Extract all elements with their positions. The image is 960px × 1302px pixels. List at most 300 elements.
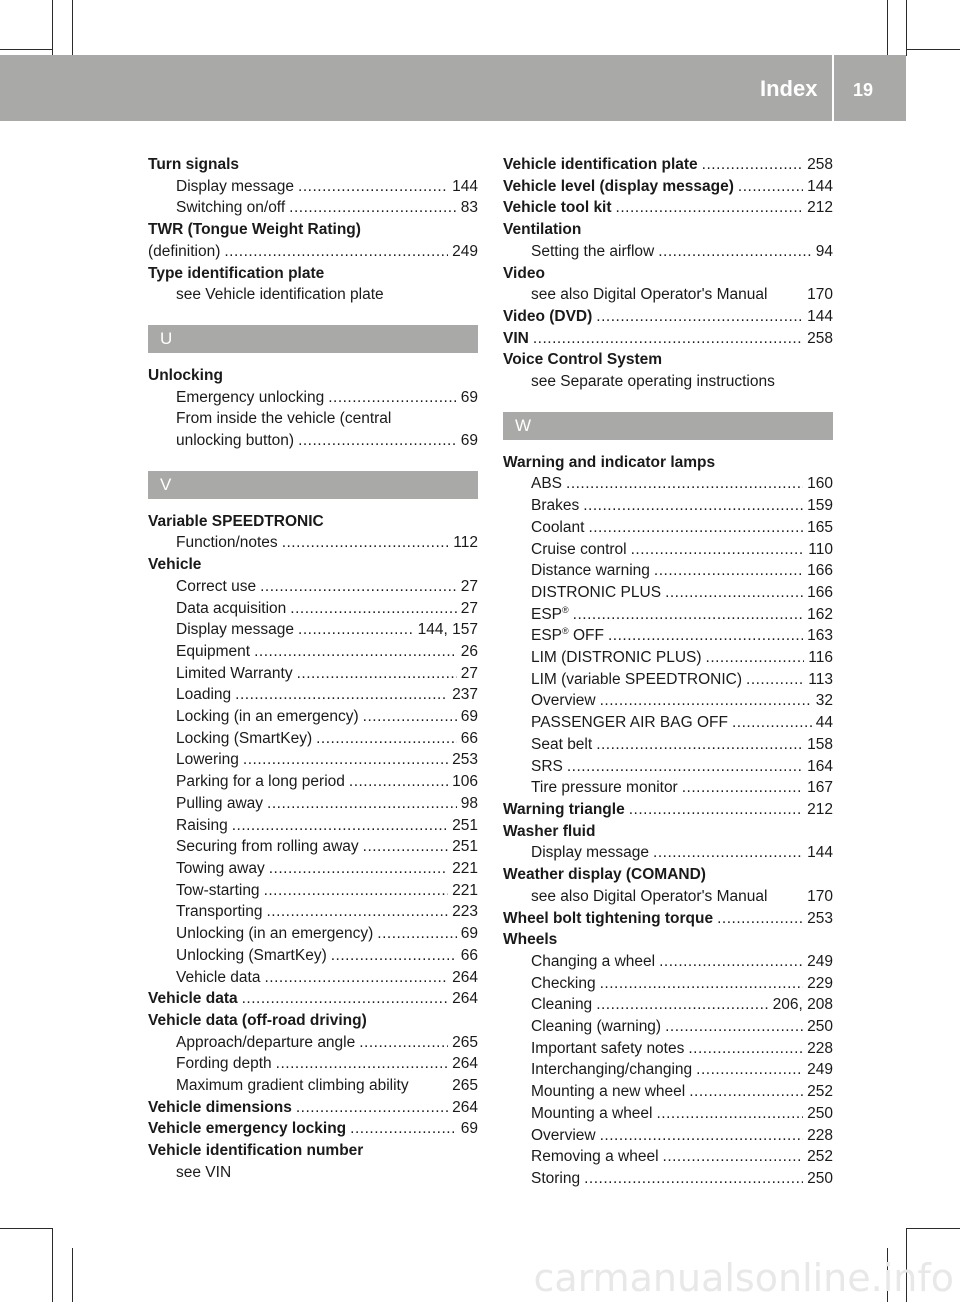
- page-ref: 228: [807, 1039, 833, 1057]
- index-subentry: [148, 1075, 478, 1097]
- page-ref: 206, 208: [772, 996, 833, 1014]
- dot-leader: [654, 560, 803, 582]
- index-subentry: [503, 777, 833, 799]
- page-ref: 110: [808, 540, 833, 558]
- page-ref: 170: [807, 286, 833, 304]
- page-ref: 229: [807, 974, 833, 992]
- dot-leader: [377, 923, 456, 945]
- dot-leader: [328, 387, 457, 409]
- entry-label: Setting the airflow: [531, 242, 655, 260]
- entry-label: Display message: [531, 844, 650, 862]
- entry-label: Transporting: [176, 903, 263, 921]
- page-ref: 252: [807, 1083, 833, 1101]
- dot-leader: [746, 669, 804, 691]
- dot-leader: [689, 1081, 803, 1103]
- entry-label: Vehicle data: [148, 990, 238, 1008]
- page-ref: 249: [807, 1061, 833, 1079]
- index-subentry: [148, 836, 478, 858]
- index-heading: Wheels: [503, 931, 558, 949]
- dot-leader: [629, 799, 803, 821]
- dot-leader: [688, 1038, 803, 1060]
- dot-leader: [596, 994, 768, 1016]
- dot-leader: [567, 756, 803, 778]
- page-ref: 69: [460, 708, 478, 726]
- index-subentry: [148, 967, 478, 989]
- dot-leader: [696, 1059, 803, 1081]
- index-entry: [503, 154, 833, 176]
- dot-leader: [298, 430, 457, 452]
- entry-label: ESP® OFF: [531, 626, 604, 645]
- page-ref: 159: [807, 497, 833, 515]
- page-ref: 265: [452, 1077, 478, 1095]
- entry-label: Raising: [176, 816, 228, 834]
- page-ref: 162: [807, 605, 833, 623]
- entry-label: Distance warning: [531, 562, 650, 580]
- entry-label: Vehicle level (display message): [503, 177, 734, 195]
- page-ref: 250: [807, 1169, 833, 1187]
- page-ref: 265: [452, 1033, 478, 1051]
- entry-label: Cleaning: [531, 996, 593, 1014]
- dot-leader: [349, 771, 448, 793]
- page-ref: 167: [807, 779, 833, 797]
- index-subentry: [148, 1053, 478, 1075]
- dot-leader: [665, 1016, 803, 1038]
- page-ref: 251: [452, 816, 478, 834]
- index-subentry: [503, 1103, 833, 1125]
- entry-label: Approach/departure angle: [176, 1033, 356, 1051]
- index-heading: Warning and indicator lamps: [503, 453, 716, 471]
- entry-label: Mounting a new wheel: [531, 1083, 686, 1101]
- dot-leader: [298, 176, 448, 198]
- entry-label: Lowering: [176, 751, 239, 769]
- dot-leader: [682, 777, 803, 799]
- page-ref: 144: [807, 307, 833, 325]
- entry-label: Seat belt: [531, 735, 593, 753]
- entry-label: PASSENGER AIR BAG OFF: [531, 714, 728, 732]
- dot-leader: [596, 306, 803, 328]
- index-subentry: [148, 663, 478, 685]
- dot-leader: [363, 706, 457, 728]
- index-entry: [148, 1097, 478, 1119]
- page-ref: 264: [452, 1055, 478, 1073]
- index-subentry: [503, 1125, 833, 1147]
- dot-leader: [663, 1146, 804, 1168]
- page-ref: 94: [815, 242, 833, 260]
- dot-leader: [631, 539, 805, 561]
- index-heading: Voice Control System: [503, 351, 663, 369]
- page-ref: 44: [815, 714, 833, 732]
- entry-label: see also Digital Operator's Manual: [531, 887, 768, 905]
- index-subentry: From inside the vehicle (central: [176, 410, 392, 428]
- entry-label: Emergency unlocking: [176, 388, 325, 406]
- index-subentry: [148, 815, 478, 837]
- entry-label: Securing from rolling away: [176, 838, 359, 856]
- dot-leader: [584, 1168, 803, 1190]
- dot-leader: [533, 328, 803, 350]
- index-subentry: [503, 647, 833, 669]
- entry-label: unlocking button): [176, 432, 295, 450]
- index-subentry: [148, 901, 478, 923]
- page-ref: 223: [452, 903, 478, 921]
- page-ref: 27: [460, 664, 478, 682]
- entry-label: (definition): [148, 242, 221, 260]
- entry-label: Locking (SmartKey): [176, 729, 313, 747]
- page-ref: 166: [807, 562, 833, 580]
- crop-mark: [0, 49, 52, 50]
- index-heading: Washer fluid: [503, 822, 596, 840]
- index-subentry: [503, 994, 833, 1016]
- index-subentry: [148, 771, 478, 793]
- page-ref: 113: [808, 670, 833, 688]
- page-ref: 170: [807, 887, 833, 905]
- index-entry: [148, 988, 478, 1010]
- index-subentry: [503, 734, 833, 756]
- entry-label: Pulling away: [176, 794, 264, 812]
- entry-label: Towing away: [176, 859, 265, 877]
- entry-label: Coolant: [531, 518, 585, 536]
- dot-leader: [264, 880, 449, 902]
- index-heading: Vehicle identification number: [148, 1142, 364, 1160]
- index-subentry: [503, 1016, 833, 1038]
- dot-leader: [600, 690, 812, 712]
- index-subentry: [503, 539, 833, 561]
- index-subentry: see Vehicle identification plate: [176, 286, 384, 304]
- index-subentry: [148, 945, 478, 967]
- index-column-right: [503, 154, 833, 1190]
- entry-label: Storing: [531, 1169, 581, 1187]
- index-heading: Turn signals: [148, 156, 240, 173]
- index-entry: [503, 197, 833, 219]
- entry-label: Vehicle dimensions: [148, 1098, 292, 1116]
- index-subentry: [148, 880, 478, 902]
- index-heading: Video: [503, 264, 545, 282]
- crop-mark: [72, 0, 73, 56]
- watermark: carmanualsonline.info: [533, 1256, 954, 1300]
- dot-leader: [276, 1053, 448, 1075]
- page-ref: 69: [460, 925, 478, 943]
- index-subentry: [148, 706, 478, 728]
- section-header: W: [503, 412, 833, 440]
- entry-label: Vehicle data: [176, 968, 261, 986]
- page-ref: 32: [815, 692, 833, 710]
- dot-leader: [254, 641, 457, 663]
- page-number: 19: [853, 80, 874, 100]
- index-entry: [148, 241, 478, 263]
- dot-leader: [282, 532, 450, 554]
- dot-leader: [359, 1032, 448, 1054]
- index-heading: Weather display (COMAND): [503, 866, 706, 884]
- index-subentry: [148, 749, 478, 771]
- page-ref: 165: [807, 518, 833, 536]
- index-subentry: [148, 598, 478, 620]
- crop-mark: [887, 0, 888, 56]
- entry-label: Fording depth: [176, 1055, 272, 1073]
- page-ref: 221: [452, 859, 478, 877]
- page-ref: 250: [807, 1018, 833, 1036]
- dot-leader: [658, 241, 812, 263]
- entry-label: Locking (in an emergency): [176, 708, 359, 726]
- dot-leader: [600, 1125, 804, 1147]
- index-subentry: [503, 1168, 833, 1190]
- index-subentry: [503, 842, 833, 864]
- index-heading: Vehicle: [148, 556, 202, 574]
- entry-label: Tire pressure monitor: [531, 779, 678, 797]
- registered-mark: ®: [562, 626, 569, 637]
- index-subentry: see Separate operating instructions: [531, 373, 775, 391]
- page-ref: 264: [452, 968, 478, 986]
- entry-label: DISTRONIC PLUS: [531, 583, 662, 601]
- dot-leader: [298, 619, 414, 641]
- index-subentry: [503, 712, 833, 734]
- dot-leader: [350, 1118, 457, 1140]
- index-subentry: [503, 560, 833, 582]
- page-ref: 249: [807, 952, 833, 970]
- index-entry: [503, 328, 833, 350]
- index-subentry: [148, 793, 478, 815]
- entry-label: Display message: [176, 177, 295, 195]
- entry-label: see also Digital Operator's Manual: [531, 286, 768, 304]
- index-subentry: [503, 886, 833, 908]
- dot-leader: [224, 241, 448, 263]
- dot-leader: [665, 582, 803, 604]
- page-ref: 27: [460, 577, 478, 595]
- dot-leader: [296, 1097, 448, 1119]
- entry-label: Unlocking (in an emergency): [176, 925, 374, 943]
- page-ref: 83: [460, 199, 478, 217]
- page-ref: 249: [452, 242, 478, 260]
- entry-label: Cleaning (warning): [531, 1018, 662, 1036]
- page-ref: 144: [807, 177, 833, 195]
- index-subentry: [148, 858, 478, 880]
- entry-label: Parking for a long period: [176, 773, 345, 791]
- entry-label: Wheel bolt tightening torque: [503, 909, 714, 927]
- index-entry: [503, 908, 833, 930]
- page-ref: 163: [807, 627, 833, 645]
- dot-leader: [573, 604, 803, 626]
- entry-label: LIM (variable SPEEDTRONIC): [531, 670, 743, 688]
- index-subentry: [148, 197, 478, 219]
- index-heading: Vehicle data (off-road driving): [148, 1011, 367, 1029]
- index-subentry: [503, 951, 833, 973]
- registered-mark: ®: [562, 604, 569, 615]
- dot-leader: [269, 858, 448, 880]
- page-ref: 26: [460, 642, 478, 660]
- index-subentry: [503, 604, 833, 626]
- page-ref: 237: [452, 686, 478, 704]
- page-ref: 250: [807, 1104, 833, 1122]
- index-subentry: [503, 1038, 833, 1060]
- page-ref: 212: [807, 800, 833, 818]
- index-subentry: [503, 1059, 833, 1081]
- entry-label: SRS: [531, 757, 563, 775]
- dot-leader: [260, 576, 457, 598]
- crop-mark: [906, 49, 960, 50]
- index-entry: [503, 176, 833, 198]
- page-ref: 264: [452, 1098, 478, 1116]
- index-heading: Variable SPEEDTRONIC: [148, 512, 324, 530]
- dot-leader: [717, 908, 803, 930]
- section-header: V: [148, 471, 478, 499]
- dot-leader: [331, 945, 457, 967]
- crop-mark: [52, 0, 53, 56]
- index-subentry: [503, 241, 833, 263]
- index-subentry: [503, 669, 833, 691]
- entry-label: ESP®: [531, 604, 569, 623]
- dot-leader: [566, 473, 803, 495]
- entry-label: Mounting a wheel: [531, 1104, 653, 1122]
- index-subentry: [148, 728, 478, 750]
- page-ref: 69: [460, 1120, 478, 1138]
- page-ref: 106: [452, 773, 478, 791]
- dot-leader: [583, 495, 803, 517]
- entry-label: Removing a wheel: [531, 1148, 659, 1166]
- page-ref: 66: [460, 946, 478, 964]
- index-subentry: [148, 387, 478, 409]
- page-ref: 258: [807, 156, 833, 173]
- page-ref: 258: [807, 329, 833, 347]
- page-ref: 112: [453, 534, 478, 552]
- page-ref: 221: [452, 881, 478, 899]
- page-ref: 27: [460, 599, 478, 617]
- index-heading: Ventilation: [503, 221, 582, 239]
- dot-leader: [242, 988, 449, 1010]
- index-heading: Type identification plate: [148, 264, 325, 282]
- page-ref: 69: [460, 432, 478, 450]
- page-ref: 66: [460, 729, 478, 747]
- entry-label: VIN: [503, 329, 529, 347]
- index-subentry: [148, 576, 478, 598]
- dot-leader: [732, 712, 812, 734]
- page-ref: 158: [807, 735, 833, 753]
- dot-leader: [596, 734, 803, 756]
- index-heading: TWR (Tongue Weight Rating): [148, 221, 361, 239]
- page-title: Index: [760, 76, 818, 101]
- dot-leader: [657, 1103, 804, 1125]
- index-subentry: [503, 1146, 833, 1168]
- dot-leader: [243, 749, 448, 771]
- dot-leader: [608, 625, 803, 647]
- entry-label: Important safety notes: [531, 1039, 685, 1057]
- entry-label: Tow-starting: [176, 881, 260, 899]
- index-subentry: [148, 619, 478, 641]
- page-ref: 264: [452, 990, 478, 1008]
- index-subentry: [503, 284, 833, 306]
- dot-leader: [316, 728, 457, 750]
- dot-leader: [600, 973, 804, 995]
- index-subentry: [148, 641, 478, 663]
- page-ref: 69: [460, 388, 478, 406]
- page-ref: 253: [807, 909, 833, 927]
- dot-leader: [266, 901, 448, 923]
- page-ref: 98: [460, 794, 478, 812]
- entry-label: ABS: [531, 475, 563, 493]
- entry-label: Unlocking (SmartKey): [176, 946, 327, 964]
- crop-mark: [906, 1228, 960, 1229]
- crop-mark: [0, 1228, 52, 1229]
- index-subentry: [503, 625, 833, 647]
- page-ref: 212: [807, 199, 833, 217]
- dot-leader: [653, 842, 803, 864]
- index-subentry: [503, 690, 833, 712]
- page-ref: 251: [452, 838, 478, 856]
- section-header: U: [148, 325, 478, 353]
- entry-label: Maximum gradient climbing ability: [176, 1077, 409, 1095]
- page-ref: 166: [807, 583, 833, 601]
- page-ref: 160: [807, 475, 833, 493]
- entry-label: Brakes: [531, 497, 580, 515]
- dot-leader: [290, 598, 456, 620]
- header-divider: [832, 55, 834, 121]
- index-entry: [503, 306, 833, 328]
- index-subentry: [503, 517, 833, 539]
- entry-label: Loading: [176, 686, 232, 704]
- dot-leader: [289, 197, 457, 219]
- page-ref: 116: [808, 649, 833, 667]
- entry-label: Display message: [176, 621, 295, 639]
- index-subentry: [503, 473, 833, 495]
- entry-label: Vehicle identification plate: [503, 156, 698, 173]
- dot-leader: [232, 815, 448, 837]
- page-ref: 253: [452, 751, 478, 769]
- index-subentry: [503, 973, 833, 995]
- index-heading: Unlocking: [148, 366, 223, 384]
- page-ref: 228: [807, 1126, 833, 1144]
- index-column-left: [148, 154, 478, 1184]
- index-subentry: [503, 582, 833, 604]
- dot-leader: [264, 967, 448, 989]
- index-entry: [148, 1118, 478, 1140]
- dot-leader: [616, 197, 804, 219]
- crop-mark: [906, 0, 907, 56]
- page-ref: 164: [807, 757, 833, 775]
- entry-label: Video (DVD): [503, 307, 593, 325]
- index-subentry: [148, 430, 478, 452]
- dot-leader: [702, 154, 803, 176]
- entry-label: Vehicle emergency locking: [148, 1120, 347, 1138]
- index-subentry: [503, 495, 833, 517]
- entry-label: Checking: [531, 974, 596, 992]
- dot-leader: [235, 684, 448, 706]
- index-subentry: see VIN: [176, 1163, 232, 1181]
- dot-leader: [738, 176, 803, 198]
- entry-label: LIM (DISTRONIC PLUS): [531, 649, 702, 667]
- entry-label: Vehicle tool kit: [503, 199, 612, 217]
- entry-label: Interchanging/changing: [531, 1061, 693, 1079]
- dot-leader: [588, 517, 803, 539]
- index-subentry: [148, 684, 478, 706]
- index-entry: [503, 799, 833, 821]
- index-subentry: [148, 923, 478, 945]
- entry-label: Correct use: [176, 577, 257, 595]
- entry-label: Switching on/off: [176, 199, 286, 217]
- entry-label: Data acquisition: [176, 599, 287, 617]
- dot-leader: [363, 836, 448, 858]
- entry-label: Changing a wheel: [531, 952, 656, 970]
- dot-leader: [706, 647, 805, 669]
- entry-label: Cruise control: [531, 540, 627, 558]
- index-subentry: [148, 176, 478, 198]
- page-ref: 144: [807, 844, 833, 862]
- dot-leader: [267, 793, 457, 815]
- entry-label: Equipment: [176, 642, 251, 660]
- entry-label: Overview: [531, 692, 596, 710]
- entry-label: Overview: [531, 1126, 596, 1144]
- index-subentry: [503, 1081, 833, 1103]
- index-subentry: [148, 532, 478, 554]
- index-subentry: [148, 1032, 478, 1054]
- entry-label: Warning triangle: [503, 800, 625, 818]
- dot-leader: [659, 951, 803, 973]
